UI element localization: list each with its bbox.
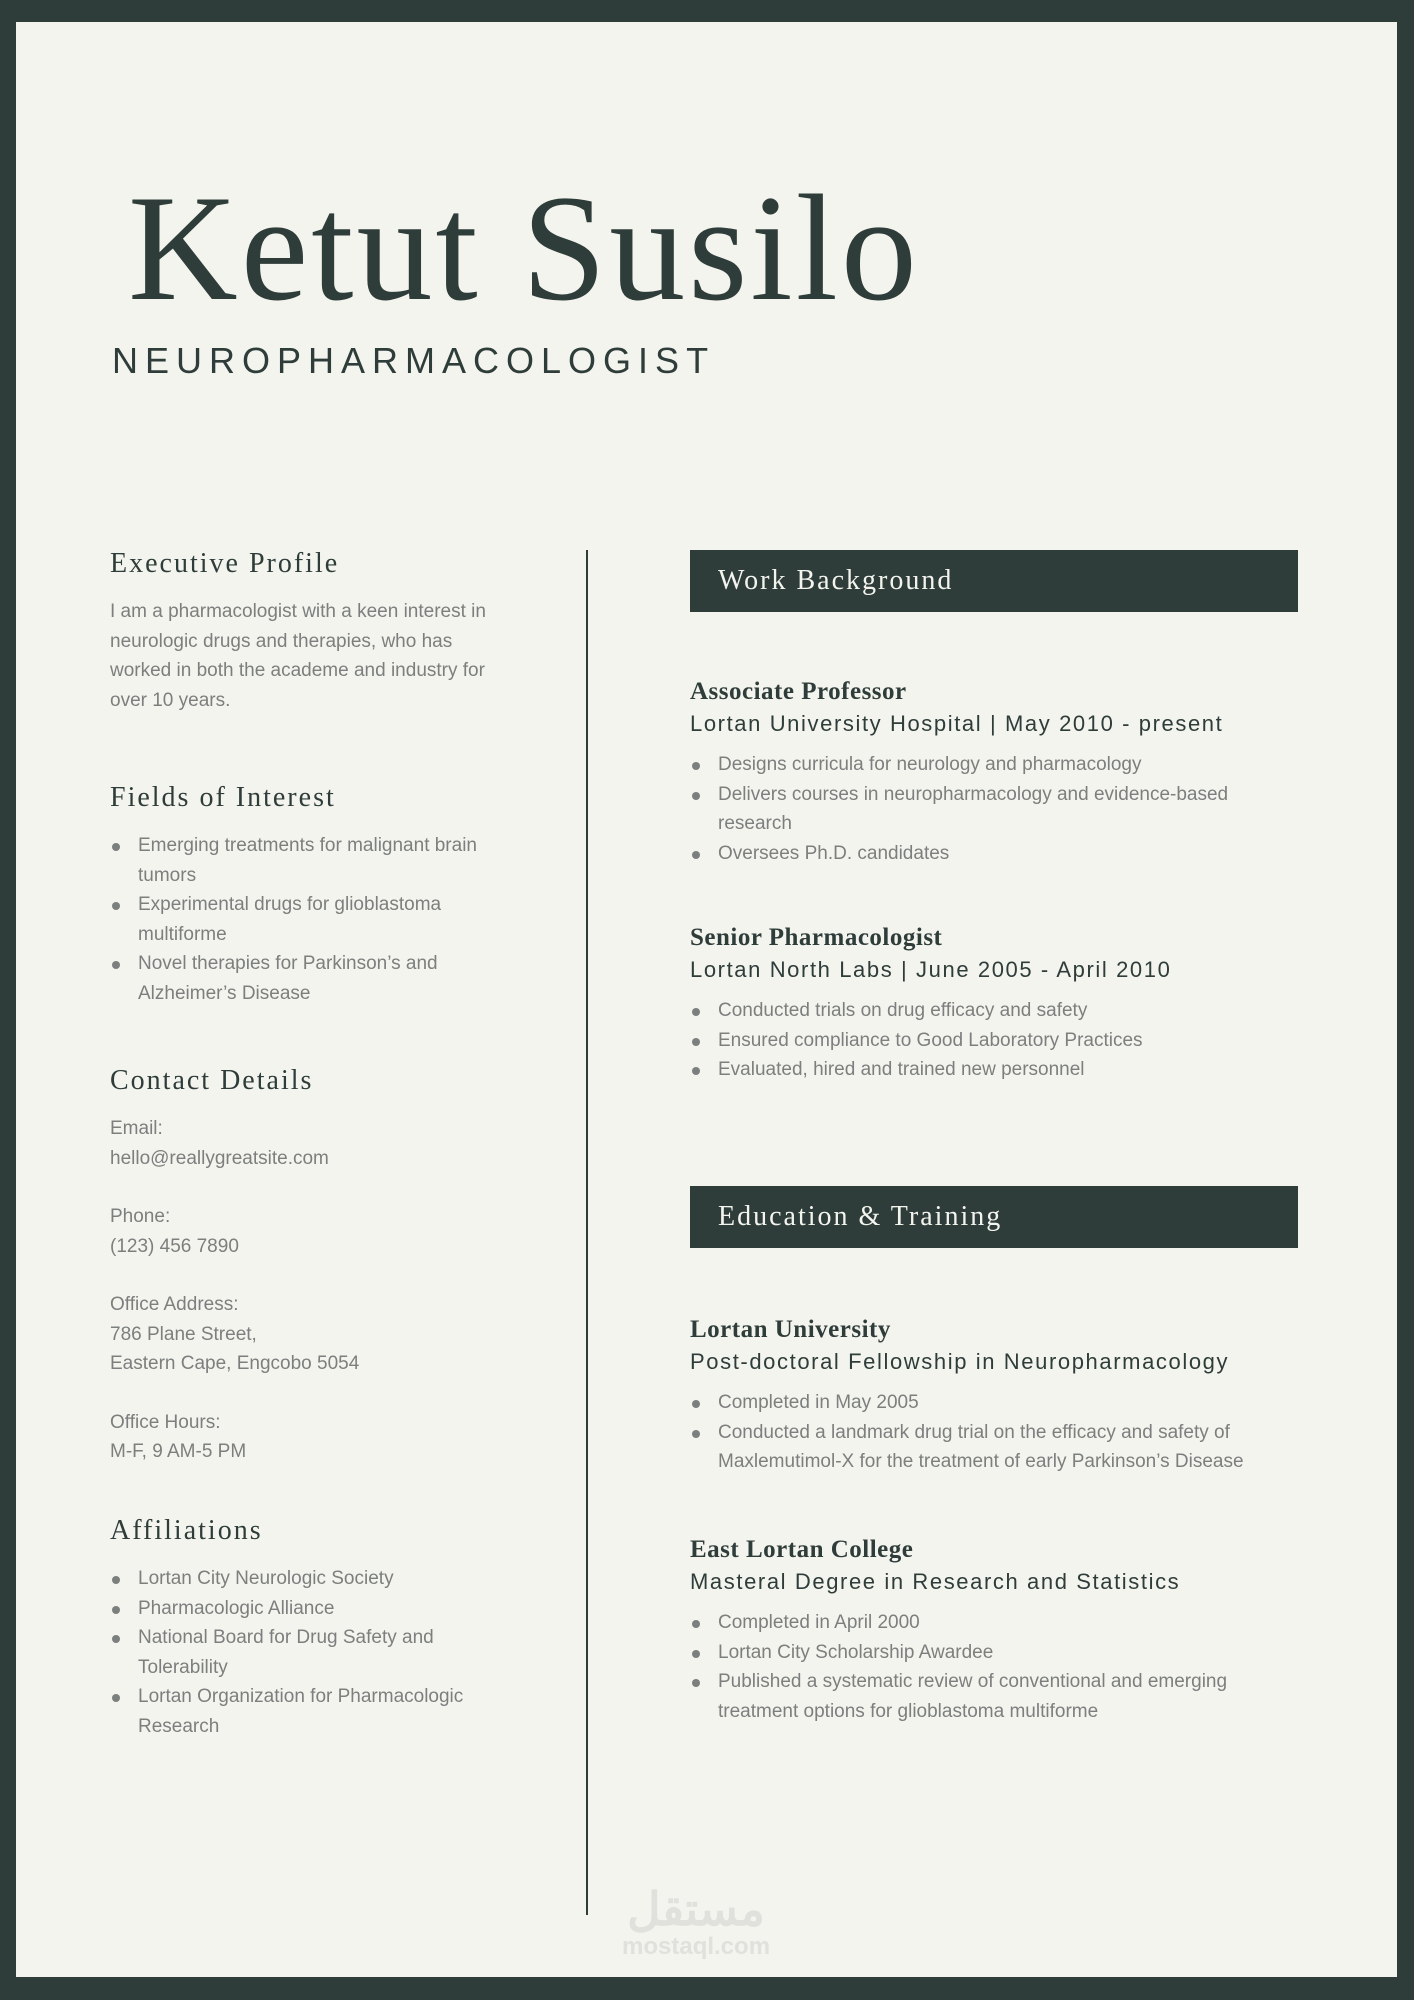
list-item: Evaluated, hired and trained new personnel: [690, 1055, 1298, 1085]
degree: Post-doctoral Fellowship in Neuropharmacology: [690, 1349, 1230, 1374]
contact-section: [110, 1064, 510, 1467]
list-item: Published a systematic review of conventional and emerging treatment options for glioblastoma multiforme: [690, 1667, 1298, 1726]
section-heading: Executive Profile: [110, 548, 340, 579]
email-label: Email:: [110, 1118, 163, 1139]
job-title: Senior Pharmacologist: [690, 924, 943, 951]
list-item: Emerging treatments for malignant brain tumors: [110, 831, 510, 890]
watermark-latin: mostaql.com: [622, 1933, 771, 1960]
hours-value: M-F, 9 AM-5 PM: [110, 1441, 247, 1462]
list-item: Novel therapies for Parkinson’s and Alzheimer’s Disease: [110, 949, 510, 1008]
work-background-header: Work Background: [690, 550, 1298, 612]
section-heading: Fields of Interest: [110, 782, 336, 813]
school-name: East Lortan College: [690, 1536, 914, 1563]
list-item: Conducted trials on drug efficacy and safety: [690, 996, 1298, 1026]
list-item: Lortan Organization for Pharmacologic Research: [110, 1682, 510, 1741]
section-heading: Contact Details: [110, 1065, 314, 1096]
list-item: Lortan City Neurologic Society: [110, 1564, 510, 1594]
list-item: Delivers courses in neuropharmacology and evidence-based research: [690, 780, 1298, 839]
list-item: Pharmacologic Alliance: [110, 1594, 510, 1624]
job-subtitle: Lortan North Labs | June 2005 - April 2010: [690, 957, 1172, 982]
address-line: Eastern Cape, Engcobo 5054: [110, 1353, 360, 1374]
list-item: Completed in April 2000: [690, 1608, 1298, 1638]
profile-text: I am a pharmacologist with a keen interest in neurologic drugs and therapies, who has worked in both the academe and industry for over 10 years.: [110, 601, 486, 711]
executive-profile-section: [110, 547, 510, 715]
list-item: Designs curricula for neurology and pharmacology: [690, 750, 1298, 780]
phone-label: Phone:: [110, 1206, 171, 1227]
watermark-arabic: مستقل: [627, 1883, 765, 1935]
degree: Masteral Degree in Research and Statistics: [690, 1569, 1181, 1594]
list-item: Conducted a landmark drug trial on the efficacy and safety of Maxlemutimol-X for the treatment of early Parkinson’s Disease: [690, 1418, 1298, 1477]
school-name: Lortan University: [690, 1316, 891, 1343]
phone-value: (123) 456 7890: [110, 1235, 239, 1257]
fields-section: [110, 781, 510, 1008]
list-item: Completed in May 2005: [690, 1388, 1298, 1418]
job-title: Associate Professor: [690, 678, 907, 705]
education-entry: [690, 1534, 1298, 1726]
section-heading: Affiliations: [110, 1515, 263, 1546]
job-entry: [690, 676, 1298, 868]
email-value[interactable]: hello@reallygreatsite.com: [110, 1147, 329, 1169]
address-label: Office Address:: [110, 1294, 239, 1315]
column-divider: [586, 550, 588, 1915]
list-item: Oversees Ph.D. candidates: [690, 839, 1298, 869]
mostaql-watermark: [622, 1884, 770, 1960]
candidate-name: Ketut Susilo: [128, 164, 920, 332]
education-entry: [690, 1314, 1298, 1477]
list-item: Experimental drugs for glioblastoma multiforme: [110, 890, 510, 949]
affiliations-section: [110, 1514, 510, 1741]
list-item: National Board for Drug Safety and Tolerability: [110, 1623, 510, 1682]
hours-label: Office Hours:: [110, 1411, 221, 1433]
education-header: Education & Training: [690, 1186, 1298, 1248]
list-item: Ensured compliance to Good Laboratory Practices: [690, 1026, 1298, 1056]
job-role: NEUROPHARMACOLOGIST: [112, 340, 716, 381]
address-line: 786 Plane Street,: [110, 1323, 257, 1345]
job-subtitle: Lortan University Hospital | May 2010 - present: [690, 711, 1224, 736]
resume-page: [16, 22, 1397, 1977]
job-entry: [690, 922, 1298, 1085]
list-item: Lortan City Scholarship Awardee: [690, 1638, 1298, 1668]
